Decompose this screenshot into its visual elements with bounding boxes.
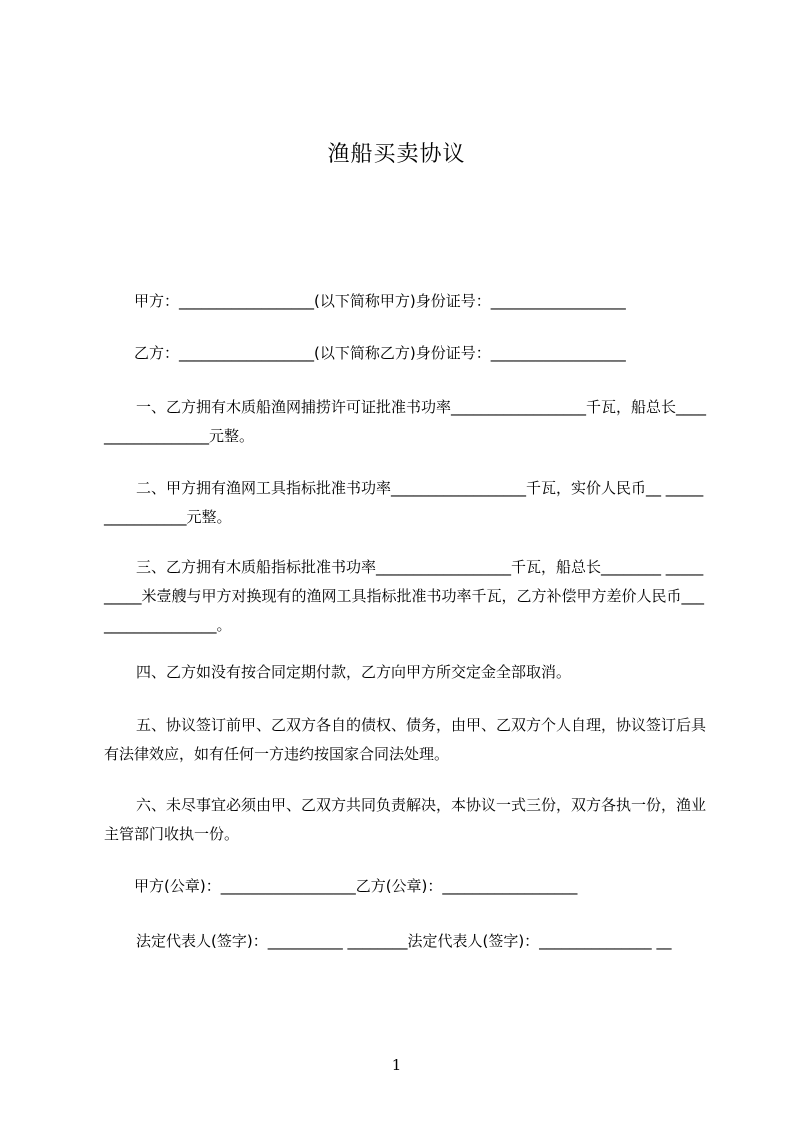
seal-line: 甲方(公章)：__________________乙方(公章)：__________________ xyxy=(134,877,578,895)
clause-6: 六、未尽事宜必须由甲、乙双方共同负责解决，本协议一式三份，双方各执一份，渔业主管部门收执一份。 xyxy=(104,796,707,843)
clause-1: 一、乙方拥有木质船渔网捕捞许可证批准书功率__________________千瓦，船总长__________________元整。 xyxy=(104,398,707,445)
clause-5: 五、协议签订前甲、乙双方各自的债权、债务，由甲、乙双方个人自理，协议签订后具有法律效应，如有任何一方违约按国家合同法处理。 xyxy=(104,716,707,763)
clause-2: 二、甲方拥有渔网工具指标批准书功率__________________千瓦，实价人民币__ ________________元整。 xyxy=(104,479,704,526)
representative-signature-line: 法定代表人(签字)：__________ ________法定代表人(签字)：_______________ __ xyxy=(136,932,672,950)
party-a-line: 甲方：__________________(以下简称甲方)身份证号：__________________ xyxy=(134,292,626,310)
page-number: 1 xyxy=(391,1056,402,1074)
document-title: 渔船买卖协议 xyxy=(327,142,466,167)
clause-4: 四、乙方如没有按合同定期付款，乙方向甲方所交定金全部取消。 xyxy=(136,663,572,681)
party-b-line: 乙方：__________________(以下简称乙方)身份证号：__________________ xyxy=(134,344,626,362)
clause-3: 三、乙方拥有木质船指标批准书功率__________________千瓦，船总长________ __________米壹艘与甲方对换现有的渔网工具指标批准书功率千瓦，乙方补偿甲方差价人民币__________________。 xyxy=(104,558,705,634)
